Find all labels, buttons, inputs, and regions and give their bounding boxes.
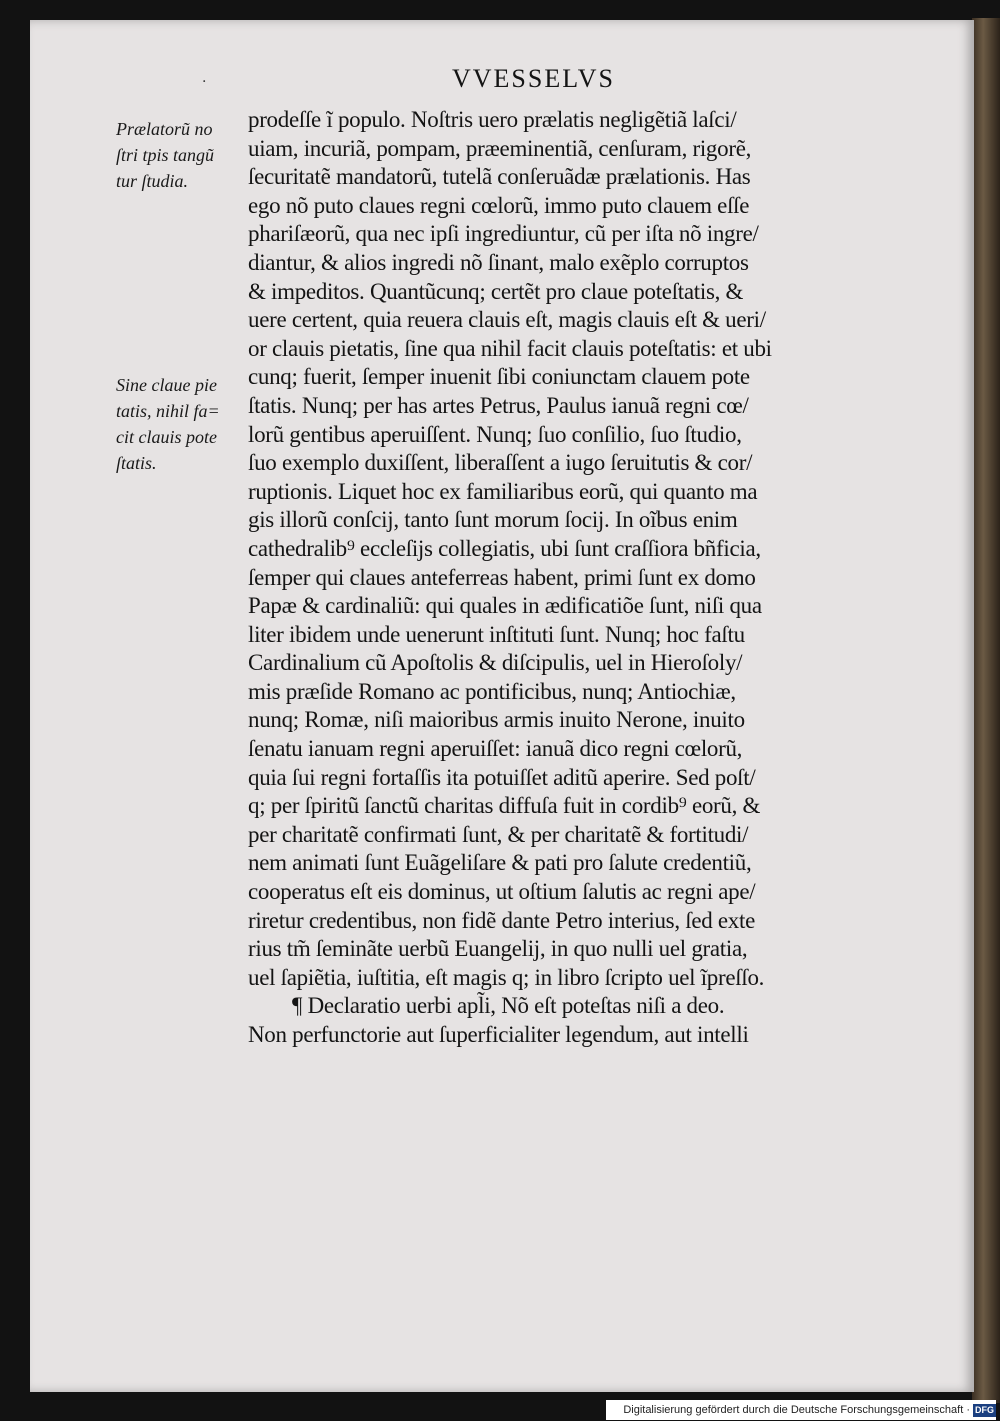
text-line: lorũ gentibus aperuiſſent. Nunq; ſuo conſilio, ſuo ſtudio, bbox=[248, 421, 742, 447]
text-line: cathedralib⁹ eccleſijs collegiatis, ubi ſunt craſſiora bñficia, bbox=[248, 535, 761, 561]
text-line: rius tm̃ ſeminãte uerbũ Euangelij, in quo nulli uel gratia, bbox=[248, 936, 748, 962]
text-line: nem animati ſunt Euãgeliſare & pati pro ſalute credentiũ, bbox=[248, 850, 752, 876]
margin-note-1 bbox=[116, 116, 244, 194]
dfg-logo: DFG bbox=[975, 1404, 994, 1415]
text-line: ego nõ puto claues regni cœlorũ, immo puto clauem eſſe bbox=[248, 192, 750, 218]
margin-note-line: tatis, nihil fa= bbox=[116, 401, 220, 421]
text-line: Papæ & cardinaliũ: qui quales in ædificatiõe ſunt, niſi qua bbox=[248, 593, 762, 619]
text-line: & impeditos. Quantũcunq; certẽt pro claue poteſtatis, & bbox=[248, 278, 744, 304]
margin-note-line: tur ſtudia. bbox=[116, 171, 189, 191]
text-line: cooperatus eſt eis dominus, ut oſtium ſalutis ac regni ape/ bbox=[248, 879, 756, 905]
margin-note-line: cit clauis pote bbox=[116, 427, 217, 447]
text-line: mis præſide Romano ac pontificibus, nunq; Antiochiæ, bbox=[248, 678, 736, 704]
stray-mark: · bbox=[202, 74, 207, 90]
text-line: per charitatẽ confirmati ſunt, & per charitatẽ & fortitudi/ bbox=[248, 821, 749, 847]
text-line: ſemper qui claues anteferreas habent, primi ſunt ex domo bbox=[248, 564, 756, 590]
text-line: riretur credentibus, non fidẽ dante Petro interius, ſed exte bbox=[248, 907, 755, 933]
text-line: ſecuritatẽ mandatorũ, tutelã conſeruãdæ prælationis. Has bbox=[248, 164, 751, 190]
text-line: gis illorũ conſcij, tanto ſunt morum ſocij. In oĩbus enim bbox=[248, 507, 738, 533]
text-line: ruptionis. Liquet hoc ex familiaribus eorũ, qui quanto ma bbox=[248, 478, 758, 504]
body-text bbox=[248, 106, 938, 1050]
text-line: liter ibidem unde uenerunt inſtituti ſunt. Nunq; hoc faſtu bbox=[248, 621, 745, 647]
text-line: uel ſapiẽtia, iuſtitia, eſt magis q; in libro ſcripto uel ĩpreſſo. bbox=[248, 964, 765, 990]
running-head: VVESSELVS bbox=[452, 64, 615, 93]
text-line: uere certent, quia reuera clauis eſt, magis clauis eſt & ueri/ bbox=[248, 307, 766, 333]
text-line: uiam, incuriã, pompam, præeminentiã, cenſuram, rigorẽ, bbox=[248, 135, 752, 161]
text-line: prodeſſe ĩ populo. Noſtris uero prælatis negligẽtiã laſci/ bbox=[248, 107, 737, 132]
text-line: or clauis pietatis, ſine qua nihil facit clauis poteſtatis: et ubi bbox=[248, 335, 772, 361]
text-line: q; per ſpiritũ ſanctũ charitas diffuſa fuit in cordib⁹ eorũ, & bbox=[248, 793, 761, 819]
section-heading: ¶ Declaratio uerbi apl̃i, Nõ eſt poteſtas niſi a deo. bbox=[292, 993, 725, 1019]
text-line: diantur, & alios ingredi nõ ſinant, malo exẽplo corruptos bbox=[248, 249, 749, 275]
text-line: ſuo exemplo duxiſſent, liberaſſent a iugo ſeruitutis & cor/ bbox=[248, 450, 753, 476]
text-line: phariſæorũ, qua nec ipſi ingrediuntur, cũ per iſta nõ ingre/ bbox=[248, 221, 759, 247]
text-line: Cardinalium cũ Apoſtolis & diſcipulis, uel in Hieroſoly/ bbox=[248, 650, 743, 676]
text-line: cunq; fuerit, ſemper inuenit ſibi coniunctam clauem pote bbox=[248, 364, 750, 390]
margin-note-line: Sine claue pie bbox=[116, 375, 217, 395]
text-line: ſtatis. Nunq; per has artes Petrus, Paulus ianuã regni cœ/ bbox=[248, 392, 749, 418]
digitization-credit bbox=[606, 1400, 996, 1420]
margin-note-line: ſtatis. bbox=[116, 453, 157, 473]
margin-note-line: ſtri tpis tangũ bbox=[116, 145, 215, 165]
text-line: quia ſui regni fortaſſis ita potuiſſet aditũ aperire. Sed poſt/ bbox=[248, 764, 756, 790]
margin-note-2 bbox=[116, 372, 244, 476]
text-line: nunq; Romæ, niſi maioribus armis inuito Nerone, inuito bbox=[248, 707, 745, 733]
text-line: Non perfunctorie aut ſuperficialiter legendum, aut intelli bbox=[248, 1022, 749, 1047]
book-edge bbox=[972, 18, 1000, 1403]
credit-text: Digitalisierung gefördert durch die Deutsche Forschungsgemeinschaft · bbox=[623, 1404, 970, 1416]
margin-note-line: Prælatorũ no bbox=[116, 119, 213, 139]
text-line: ſenatu ianuam regni aperuiſſet: ianuã dico regni cœlorũ, bbox=[248, 736, 743, 762]
